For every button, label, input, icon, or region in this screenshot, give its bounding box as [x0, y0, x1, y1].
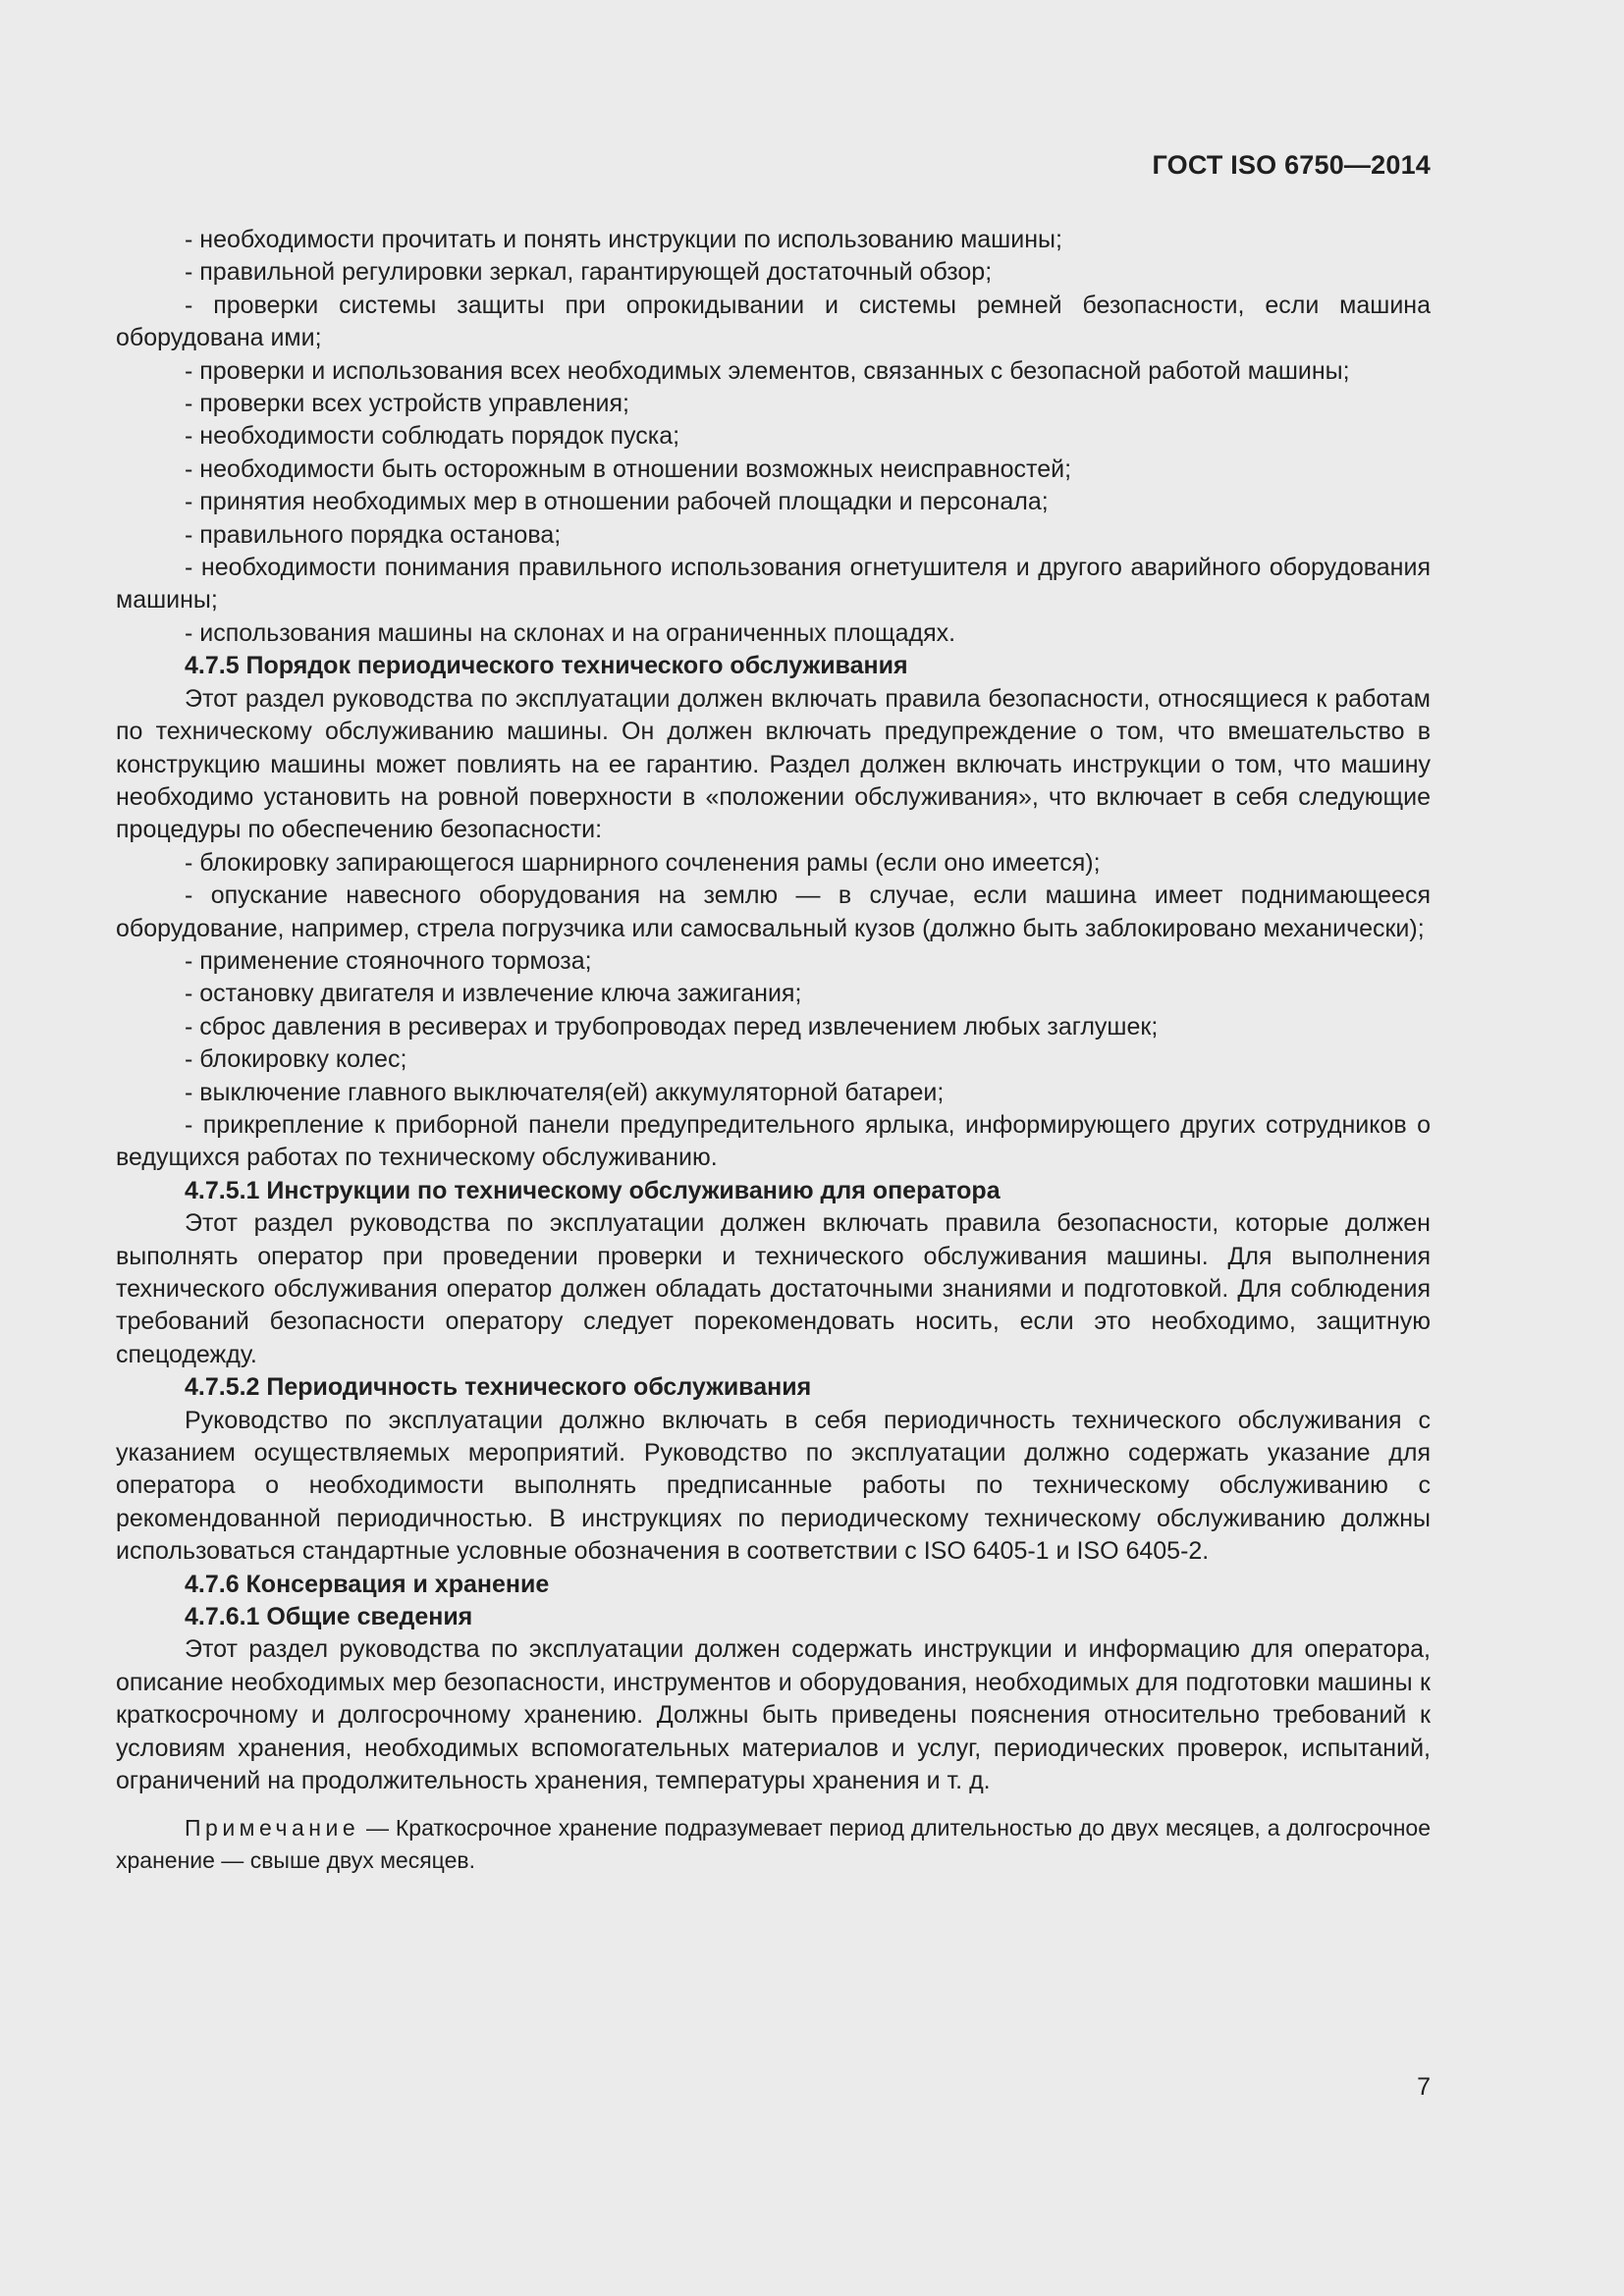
body-paragraph: Этот раздел руководства по эксплуатации должен включать правила безопасности, которые должен выполнять оператор при проведении проверки и технического обслуживания машины. Для выполнения технического обслуживания оператор должен обладать достаточными знаниями и подготовкой. Для соблюдения требований безопасности оператору следует порекомендовать носить, если это необходимо, защитную спецодежду. [116, 1209, 1431, 1368]
list-item: - сброс давления в ресиверах и трубопроводах перед извлечением любых заглушек; [185, 1012, 1159, 1041]
note [116, 1812, 1431, 1877]
list-item: - необходимости прочитать и понять инструкции по использованию машины; [185, 226, 1062, 253]
list-item: - правильного порядка останова; [185, 520, 562, 549]
section-heading: 4.7.6.1 Общие сведения [185, 1603, 473, 1631]
list-item: - применение стояночного тормоза; [185, 946, 592, 975]
page-content [116, 224, 1431, 1877]
section-heading: 4.7.5.1 Инструкции по техническому обслуживанию для оператора [185, 1176, 1001, 1204]
list-item: - блокировку колес; [185, 1045, 407, 1074]
list-item: - проверки и использования всех необходимых элементов, связанных с безопасной работой машины; [185, 356, 1350, 385]
list-item: - проверки всех устройств управления; [185, 390, 629, 418]
list-item: - прикрепление к приборной панели предупредительного ярлыка, информирующего других сотрудников о ведущихся работах по техническому обслуживанию. [116, 1110, 1431, 1172]
list-item: - необходимости понимания правильного использования огнетушителя и другого аварийного оборудования машины; [116, 554, 1431, 614]
standard-header: ГОСТ ISO 6750—2014 [1152, 150, 1431, 180]
list-item: - правильной регулировки зеркал, гарантирующей достаточный обзор; [185, 258, 993, 287]
service-procedures-list [116, 847, 1431, 1175]
body-paragraph: Этот раздел руководства по эксплуатации должен содержать инструкции и информацию для оператора, описание необходимых мер безопасности, инструментов и оборудования, необходимых для подготовки машины к краткосрочному и долгосрочному хранению. Должны быть приведены пояснения относительно требований к условиям хранения, необходимых вспомогательных материалов и услуг, периодических проверок, испытаний, ограничений на продолжительность хранения, температуры хранения и т. д. [116, 1635, 1431, 1795]
section-heading: 4.7.6 Консервация и хранение [185, 1570, 550, 1598]
list-item: - опускание навесного оборудования на землю — в случае, если машина имеет поднимающееся оборудование, например, стрела погрузчика или самосвальный кузов (должно быть заблокировано механически); [116, 881, 1431, 942]
requirements-list [116, 224, 1431, 650]
body-paragraph: Этот раздел руководства по эксплуатации должен включать правила безопасности, относящиеся к работам по техническому обслуживанию машины. Он должен включать предупреждение о том, что вмешательство в конструкцию машины может повлиять на ее гарантию. Раздел должен включать инструкции о том, что машину необходимо установить на ровной поверхности в «положении обслуживания», что включает в себя следующие процедуры по обеспечению безопасности: [116, 684, 1431, 844]
section-heading: 4.7.5 Порядок периодического технического обслуживания [185, 652, 908, 680]
body-paragraph: Руководство по эксплуатации должно включать в себя периодичность технического обслуживания с указанием осуществляемых мероприятий. Руководство по эксплуатации должно содержать указание для оператора о необходимости выполнять предписанные работы по техническому обслуживанию с рекомендованной периодичностью. В инструкциях по периодическому техническому обслуживанию должны использоваться стандартные условные обозначения в соответствии с ISO 6405-1 и ISO 6405-2. [116, 1406, 1431, 1566]
list-item: - использования машины на склонах и на ограниченных площадях. [185, 618, 956, 647]
note-label: Примечание [185, 1814, 360, 1841]
list-item: - необходимости быть осторожным в отношении возможных неисправностей; [185, 454, 1072, 483]
list-item: - необходимости соблюдать порядок пуска; [185, 422, 680, 451]
list-item: - проверки системы защиты при опрокидывании и системы ремней безопасности, если машина оборудована ими; [116, 291, 1431, 352]
list-item: - выключение главного выключателя(ей) аккумуляторной батареи; [185, 1078, 945, 1106]
list-item: - принятия необходимых мер в отношении рабочей площадки и персонала; [185, 488, 1049, 516]
list-item: - остановку двигателя и извлечение ключа зажигания; [185, 980, 802, 1008]
page-number: 7 [1417, 2073, 1431, 2101]
list-item: - блокировку запирающегося шарнирного сочленения рамы (если оно имеется); [185, 848, 1101, 877]
note-text: — Краткосрочное хранение подразумевает период длительностью до двух месяцев, а долгосрочное хранение — свыше двух месяцев. [116, 1814, 1432, 1873]
section-heading: 4.7.5.2 Периодичность технического обслуживания [185, 1373, 812, 1402]
